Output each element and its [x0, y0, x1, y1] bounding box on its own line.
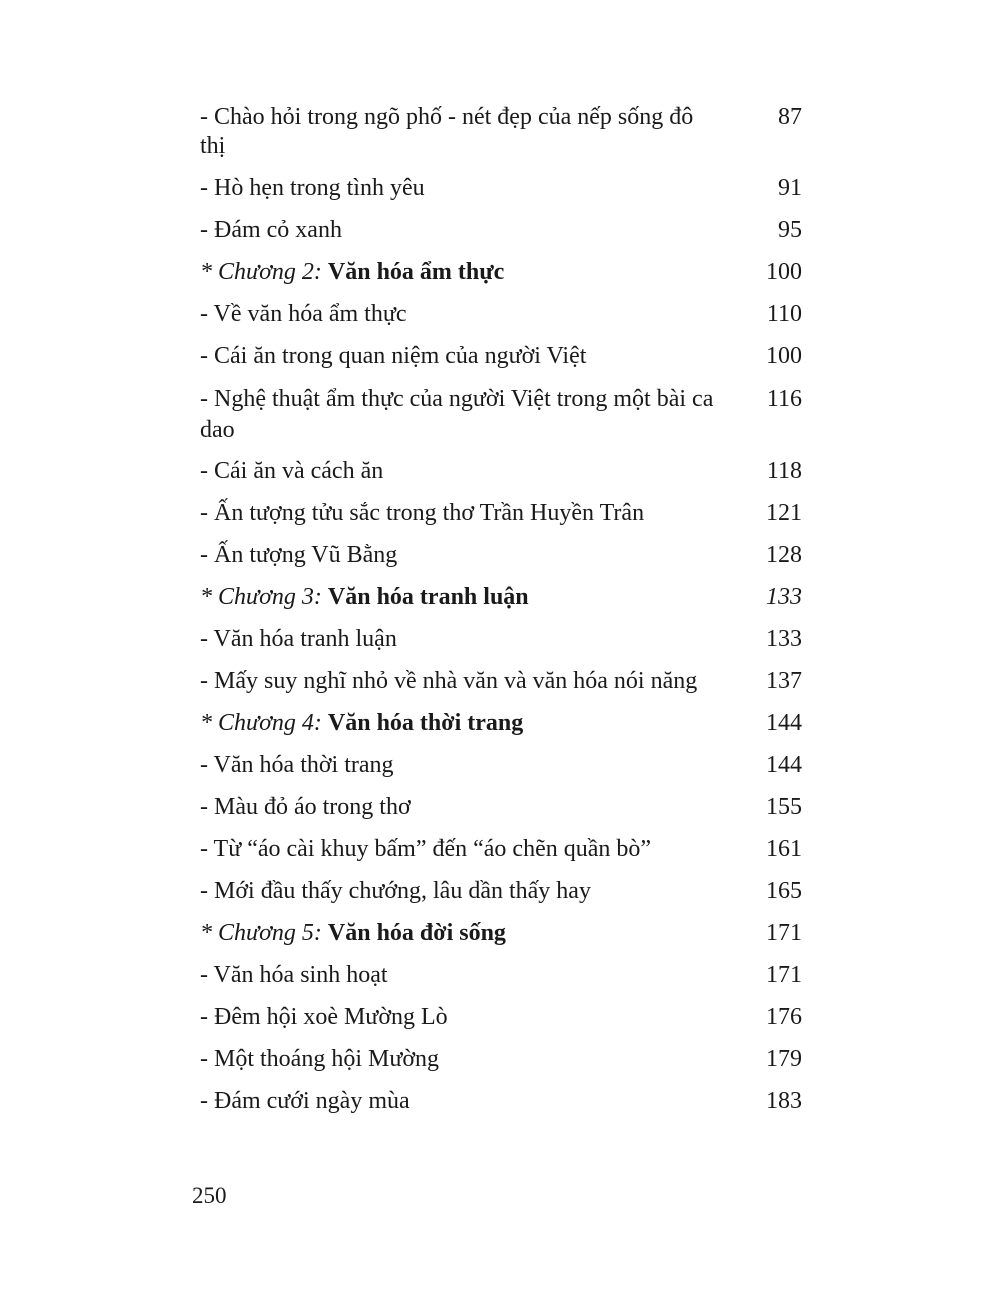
toc-entry-page: 133 — [766, 584, 802, 610]
toc-entry-page: 100 — [766, 343, 802, 369]
toc-entry — [200, 216, 802, 245]
toc-entry — [200, 1045, 802, 1074]
toc-chapter-heading — [200, 709, 802, 738]
table-of-contents — [200, 103, 802, 1116]
toc-entry-page: 100 — [766, 259, 802, 285]
toc-entry-page: 95 — [778, 217, 802, 243]
chapter-name: Văn hóa ẩm thực — [327, 259, 505, 285]
chapter-label: * Chương 5: — [200, 920, 322, 946]
toc-entry — [200, 300, 802, 329]
toc-entry-page: 165 — [766, 878, 802, 904]
toc-entry — [200, 342, 802, 371]
toc-entry-title: - Mới đầu thấy chướng, lâu dần thấy hay — [200, 878, 591, 904]
toc-entry-page: 144 — [766, 710, 802, 736]
toc-entry-page: 128 — [766, 542, 802, 568]
toc-entry — [200, 751, 802, 780]
toc-entry-page: 183 — [766, 1088, 802, 1114]
toc-entry-page: 116 — [766, 386, 802, 412]
toc-entry — [200, 457, 802, 486]
toc-entry-title: - Văn hóa sinh hoạt — [200, 962, 388, 988]
toc-entry-page: 171 — [766, 920, 802, 946]
toc-entry — [200, 961, 802, 990]
toc-entry-page: 161 — [766, 836, 802, 862]
chapter-label: * Chương 2: — [200, 259, 322, 285]
toc-entry-page: 87 — [778, 104, 802, 130]
toc-entry-title: - Hò hẹn trong tình yêu — [200, 175, 425, 201]
toc-entry — [200, 541, 802, 570]
toc-entry-title: - Màu đỏ áo trong thơ — [200, 794, 411, 820]
toc-entry — [200, 625, 802, 654]
toc-entry-title: - Cái ăn và cách ăn — [200, 458, 384, 484]
page-number: 250 — [192, 1183, 227, 1208]
toc-entry-title: - Ấn tượng Vũ Bằng — [200, 542, 398, 568]
toc-entry — [200, 1087, 802, 1116]
toc-entry — [200, 499, 802, 528]
toc-entry-page: 144 — [766, 752, 802, 778]
chapter-name: Văn hóa tranh luận — [327, 584, 529, 610]
chapter-label: * Chương 3: — [200, 584, 322, 610]
toc-entry-title: - Từ “áo cài khuy bấm” đến “áo chẽn quần bò” — [200, 836, 652, 862]
toc-entry-page: 179 — [766, 1046, 802, 1072]
toc-entry-page: 137 — [766, 668, 802, 694]
toc-entry-page: 155 — [766, 794, 802, 820]
toc-entry-title: - Một thoáng hội Mường — [200, 1046, 440, 1072]
toc-entry-page: 176 — [766, 1004, 802, 1030]
toc-entry-title: - Văn hóa tranh luận — [200, 626, 397, 652]
toc-chapter-heading — [200, 583, 802, 612]
toc-entry — [200, 1003, 802, 1032]
chapter-label: * Chương 4: — [200, 710, 322, 736]
chapter-name: Văn hóa đời sống — [327, 920, 506, 946]
toc-entry-title: - Đêm hội xoè Mường Lò — [200, 1004, 448, 1030]
toc-entry-title: - Nghệ thuật ẩm thực của người Việt trong một bài ca dao — [200, 386, 714, 443]
toc-entry-title: - Đám cỏ xanh — [200, 217, 342, 243]
toc-entry-page: 171 — [766, 962, 802, 988]
toc-entry — [200, 667, 802, 696]
toc-chapter-heading — [200, 919, 802, 948]
toc-entry — [200, 174, 802, 203]
chapter-name: Văn hóa thời trang — [327, 710, 524, 736]
toc-chapter-heading — [200, 258, 802, 287]
toc-entry-page: 133 — [766, 626, 802, 652]
toc-entry-page: 110 — [766, 301, 802, 327]
toc-entry — [200, 835, 802, 864]
toc-entry-page: 118 — [766, 458, 802, 484]
toc-entry-page: 91 — [778, 175, 802, 201]
toc-entry-title: - Văn hóa thời trang — [200, 752, 394, 778]
toc-entry-title: - Mấy suy nghĩ nhỏ về nhà văn và văn hóa nói năng — [200, 668, 698, 694]
toc-entry-title: - Chào hỏi trong ngõ phố - nét đẹp của nếp sống đô thị — [200, 104, 694, 159]
toc-entry — [200, 103, 802, 161]
toc-entry — [200, 793, 802, 822]
toc-entry-page: 121 — [766, 500, 802, 526]
toc-entry-title: - Cái ăn trong quan niệm của người Việt — [200, 343, 587, 369]
toc-entry — [200, 384, 802, 446]
toc-entry-title: - Về văn hóa ẩm thực — [200, 301, 407, 327]
toc-entry-title: - Ấn tượng tửu sắc trong thơ Trần Huyền Trân — [200, 500, 645, 526]
toc-entry — [200, 877, 802, 906]
toc-entry-title: - Đám cưới ngày mùa — [200, 1088, 410, 1114]
